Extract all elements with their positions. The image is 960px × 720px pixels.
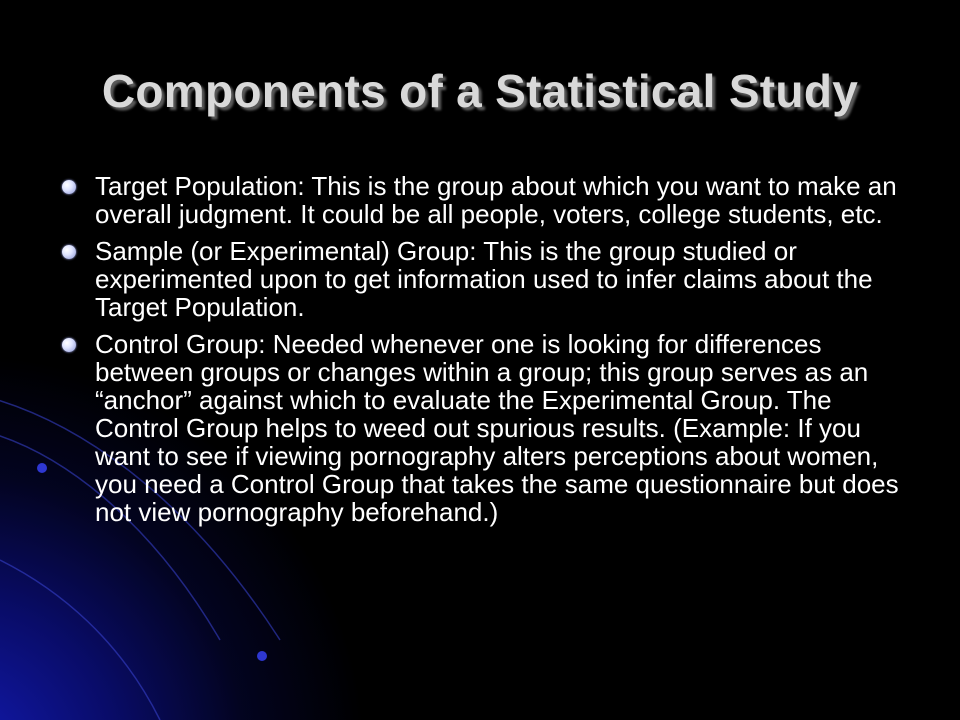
orbit-dot	[257, 651, 267, 661]
bullet-text: Target Population: This is the group about which you want to make an overall judgment. It could be all people, voters, college students, etc.	[95, 171, 897, 229]
slide-title: Components of a Statistical Study	[101, 65, 859, 117]
bullet-text: Sample (or Experimental) Group: This is the group studied or experimented upon to get information used to infer claims about the Target Population.	[95, 236, 873, 322]
bullet-icon	[62, 338, 76, 352]
orbit-dot	[37, 463, 47, 473]
list-item	[60, 172, 910, 228]
list-item	[60, 237, 910, 321]
bullet-icon	[62, 180, 76, 194]
bullet-icon	[62, 245, 76, 259]
list-item	[60, 330, 910, 526]
bullet-text: Control Group: Needed whenever one is looking for differences between groups or changes within a group; this group serves as an “anchor” against which to evaluate the Experimental Group. The Control Group helps to weed out spurious results. (Example: If you want to see if viewing pornography alters perceptions about women, you need a Control Group that takes the same questionnaire but does not view pornography beforehand.)	[95, 329, 899, 527]
bullet-list	[60, 172, 910, 535]
